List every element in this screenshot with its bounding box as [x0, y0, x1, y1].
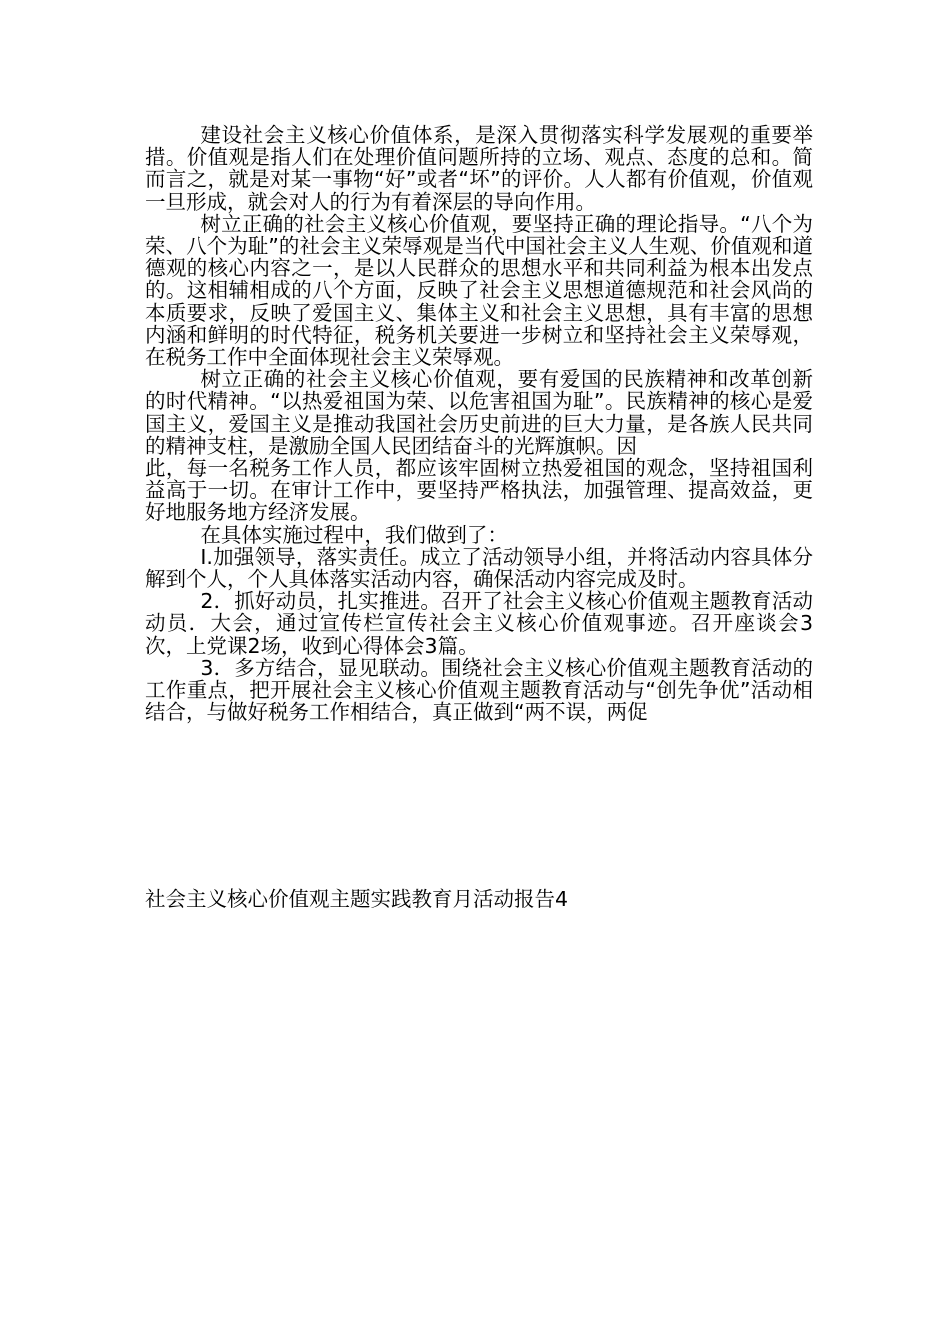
list-item: 2．抓好动员，扎实推进。召开了社会主义核心价值观主题教育活动动员．大会，通过宣传栏宣传社会主义核心价值观事迹。召开座谈会3次，上党课2场，收到心得体会3篇。: [145, 589, 813, 658]
paragraph: 树立正确的社会主义核心价值观，要坚持正确的理论指导。“八个为荣、八个为耻”的社会主义荣辱观是当代中国社会主义人生观、价值观和道德观的核心内容之一，是以人民群众的思想水平和共同利益为根本出发点的。这相辅相成的八个方面，反映了社会主义思想道德规范和社会风尚的本质要求，反映了爱国主义、集体主义和社会主义思想，具有丰富的思想内涵和鲜明的时代特征，税务机关要进一步树立和坚持社会主义荣辱观，在税务工作中全面体现社会主义荣辱观。: [145, 211, 813, 370]
list-item: I.加强领导，落实责任。成立了活动领导小组，并将活动内容具体分解到个人，个人具体落实活动内容，确保活动内容完成及时。: [145, 544, 813, 592]
document-body: [145, 124, 813, 723]
paragraph: 在具体实施过程中，我们做到了：: [200, 522, 508, 547]
paragraph: 建设社会主义核心价值体系，是深入贯彻落实科学发展观的重要举措。价值观是指人们在处理价值问题所持的立场、观点、态度的总和。简而言之，就是对某一事物“好”或者“坏”的评价。人人都有价值观，价值观一旦形成，就会对人的行为有着深层的导向作用。: [145, 123, 813, 214]
paragraph-continuation: 此，每一名税务工作人员，都应该牢固树立热爱祖国的观念，坚持祖国利益高于一切。在审计工作中，要坚持严格执法，加强管理、提高效益，更好地服务地方经济发展。: [145, 456, 813, 525]
paragraph: 树立正确的社会主义核心价值观，要有爱国的民族精神和改革创新的时代精神。“以热爱祖国为荣、以危害祖国为耻”。民族精神的核心是爱国主义，爱国主义是推动我国社会历史前进的巨大力量，是各族人民共同的精神支柱，是激励全国人民团结奋斗的光辉旗帜。因: [145, 367, 813, 458]
list-item: 3．多方结合，显见联动。围绕社会主义核心价值观主题教育活动的工作重点，把开展社会主义核心价值观主题教育活动与“创先争优”活动相结合，与做好税务工作相结合，真正做到“两不误，两促: [145, 655, 813, 725]
document-title: 社会主义核心价值观主题实践教育月活动报告4: [145, 887, 569, 911]
